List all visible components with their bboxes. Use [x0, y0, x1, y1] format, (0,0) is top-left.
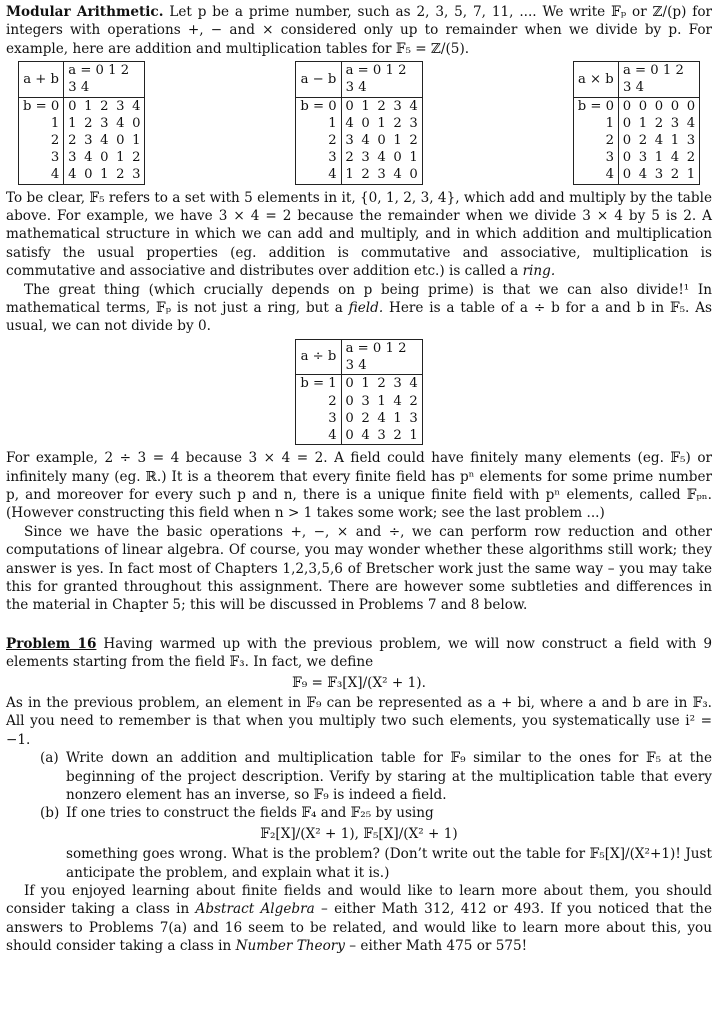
row-label: 2: [573, 132, 618, 149]
table-row: [19, 115, 145, 132]
table-row: [296, 427, 422, 445]
table-cell: 3: [345, 133, 354, 149]
table-cell: 0: [116, 133, 125, 149]
table-cell: 0: [68, 98, 77, 114]
table-cell: 0: [361, 115, 370, 131]
table-cell: 4: [393, 393, 402, 409]
table-corner-label: a − b: [296, 62, 341, 97]
table-cell: 1: [393, 410, 402, 426]
table-cell: 0: [670, 98, 680, 114]
table-cell: 4: [100, 133, 109, 149]
table-row: [296, 375, 422, 393]
table-cell: 2: [377, 98, 386, 114]
closing-text-a: If you enjoyed learning about finite fields and would like to learn more about them, you should consider taking a class in: [6, 883, 712, 918]
table-cell: 0: [345, 393, 354, 409]
part-b-text: If one tries to construct the fields 𝔽₄ and 𝔽₂₅ by using: [66, 805, 434, 822]
table-cell: 3: [638, 150, 648, 166]
table-cell: 0: [84, 167, 93, 183]
row-label: 2: [296, 132, 341, 149]
table-cell: 2: [393, 427, 402, 443]
table-cell: 4: [654, 133, 664, 149]
table-cell: 2: [361, 410, 370, 426]
closing-paragraph: [6, 882, 712, 956]
table-corner-label: a + b: [19, 62, 64, 97]
closing-text-b: – either Math 312, 412 or 493. If you noticed that the answers to Problems 7(a) and 16 seem to be related, and would like to learn more about this, you should consider taking a class in: [6, 901, 712, 955]
table-cell: 0: [622, 133, 632, 149]
table-cell: 2: [132, 150, 141, 166]
table-cell: 4: [409, 376, 418, 392]
table-cell: 1: [68, 115, 77, 131]
table-cell: 3: [670, 115, 680, 131]
table-row: [573, 97, 699, 115]
table-row: [573, 132, 699, 149]
table-row: [19, 149, 145, 166]
paragraph-field-text-b: Here is a table of a ÷ b for a and b in 𝔽₅. As usual, we can not divide by 0.: [6, 300, 713, 335]
row-label: 1: [19, 115, 64, 132]
division-table-wrap: [6, 339, 712, 445]
table-cell: 3: [361, 150, 370, 166]
table-cell: 1: [654, 150, 664, 166]
table-cell: 2: [361, 167, 370, 183]
table-row: [296, 132, 422, 149]
table-cell: 4: [345, 115, 354, 131]
paragraph-linear-algebra: Since we have the basic operations +, −, × and ÷, we can perform row reduction and other computations of linear algebra. Of course, you may wonder whether these algorithms still work; they answer is yes. In fact most of Chapters 1,2,3,5,6 of Bretscher work just the same way – you may take this for granted throughout this assignment. There are however some subtleties and differences in the material in Chapter 5; this will be discussed in Problems 7 and 8 below.: [6, 523, 712, 614]
part-a-label: (a): [40, 750, 59, 767]
row-label: 2: [296, 393, 341, 410]
part-b-label: (b): [40, 805, 60, 822]
table-cell: 4: [116, 115, 125, 131]
table-cell: 1: [409, 150, 418, 166]
table-cell: 3: [132, 167, 141, 183]
row-label: b = 1: [296, 375, 341, 393]
table-cell: 0: [622, 115, 632, 131]
equation-quotients: 𝔽₂[X]/(X² + 1), 𝔽₅[X]/(X² + 1): [260, 825, 458, 842]
table-cell: 2: [393, 115, 402, 131]
table-cell: 0: [393, 150, 402, 166]
table-row: [296, 97, 422, 115]
table-cell: 0: [377, 133, 386, 149]
part-b-continuation: something goes wrong. What is the problem? (Don’t write out the table for 𝔽₅[X]/(X²+1)! Just anticipate the problem, and explain what it is.): [66, 846, 712, 881]
row-label: 4: [19, 166, 64, 184]
table-header-row: a = 0 1 2 3 4: [341, 339, 422, 374]
table-cell: 1: [132, 133, 141, 149]
table-cell: 3: [393, 376, 402, 392]
table-cell: 4: [132, 98, 141, 114]
row-label: b = 0: [573, 97, 618, 115]
intro-paragraph: [6, 3, 712, 58]
table-cell: 1: [361, 98, 370, 114]
table-cell: 1: [345, 167, 354, 183]
table-row: [296, 410, 422, 427]
table-row: [296, 166, 422, 184]
subtraction-table: [295, 61, 422, 184]
table-header-row: a = 0 1 2 3 4: [618, 62, 699, 97]
table-cell: 0: [345, 410, 354, 426]
table-cell: 1: [84, 98, 93, 114]
table-cell: 3: [409, 115, 418, 131]
row-label: 1: [296, 115, 341, 132]
table-cell: 4: [361, 427, 370, 443]
closing-text-c: – either Math 475 or 575!: [349, 938, 528, 955]
table-row: [296, 115, 422, 132]
table-row: [19, 166, 145, 184]
document-page: [6, 0, 712, 956]
table-cell: 2: [654, 115, 664, 131]
table-cell: 1: [670, 133, 680, 149]
row-label: 1: [573, 115, 618, 132]
table-cell: 0: [345, 427, 354, 443]
table-cell: 3: [654, 167, 664, 183]
table-cell: 3: [409, 410, 418, 426]
table-cell: 0: [345, 98, 354, 114]
table-cell: 4: [377, 150, 386, 166]
term-ring: ring.: [522, 263, 556, 280]
row-label: b = 0: [296, 97, 341, 115]
course-abstract-algebra: Abstract Algebra: [195, 901, 315, 918]
table-cell: 3: [84, 133, 93, 149]
problem-representation: As in the previous problem, an element in 𝔽₉ can be represented as a + bi, where a and b are in 𝔽₃. All you need to remember is that when you multiply two such elements, you systematically use i² = −1.: [6, 694, 712, 748]
term-field: field.: [348, 300, 384, 317]
table-cell: 1: [116, 150, 125, 166]
table-cell: 2: [638, 133, 648, 149]
table-cell: 4: [686, 115, 696, 131]
table-cell: 4: [638, 167, 648, 183]
table-cell: 1: [393, 133, 402, 149]
table-cell: 0: [100, 150, 109, 166]
multiplication-table: [573, 61, 700, 184]
table-cell: 1: [409, 427, 418, 443]
table-header-row: a = 0 1 2 3 4: [341, 62, 422, 97]
row-label: 4: [573, 166, 618, 184]
problem-intro: [6, 635, 712, 672]
table-cell: 0: [622, 167, 632, 183]
table-cell: 2: [84, 115, 93, 131]
table-cell: 0: [638, 98, 648, 114]
table-row: [573, 115, 699, 132]
paragraph-finite-fields: For example, 2 ÷ 3 = 4 because 3 × 4 = 2. A field could have finitely many elements (eg. 𝔽₅) or infinitely many (eg. ℝ.) It is a theorem that every finite field has pⁿ elements for some prime number p, and moreover for every such p and n, there is a unique finite field with pⁿ elements, called 𝔽ₚₙ. (However constructing this field when n > 1 takes some work; see the last problem ...): [6, 450, 712, 522]
row-label: 3: [296, 149, 341, 166]
table-row: [296, 149, 422, 166]
table-cell: 4: [84, 150, 93, 166]
table-cell: 3: [393, 98, 402, 114]
table-cell: 3: [377, 427, 386, 443]
table-cell: 4: [393, 167, 402, 183]
row-label: 3: [296, 410, 341, 427]
table-cell: 2: [409, 133, 418, 149]
table-row: [19, 132, 145, 149]
paragraph-ring-text: To be clear, 𝔽₅ refers to a set with 5 elements in it, {0, 1, 2, 3, 4}, which add and multiply by the table above. For example, we have 3 × 4 = 2 because the remainder when we divide 3 × 4 by 5 is 2. A mathematical structure in which we can add and multiply, and in which addition and multiplication satisfy the usual properties (eg. addition is commutative and associative, multiplication is commutative and associative and distributes over addition etc.) is called a: [6, 189, 712, 280]
division-table: [295, 339, 422, 445]
equation-f9: 𝔽₉ = 𝔽₃[X]/(X² + 1).: [292, 674, 426, 691]
table-cell: 2: [686, 150, 696, 166]
table-cell: 2: [100, 98, 109, 114]
problem-title: Problem 16: [6, 635, 97, 652]
table-cell: 3: [116, 98, 125, 114]
table-corner-label: a ÷ b: [296, 339, 341, 374]
table-cell: 4: [409, 98, 418, 114]
row-label: b = 0: [19, 97, 64, 115]
problem-part-a: [40, 749, 712, 804]
intro-text: Let p be a prime number, such as 2, 3, 5, 7, 11, .... We write 𝔽ₚ or ℤ/(p) for integers with operations +, − and × considered only up to remainder when we divide by p. For example, here are addition and multiplication tables for 𝔽₅ = ℤ/(5).: [6, 4, 712, 57]
table-cell: 1: [686, 167, 696, 183]
problem-part-b: [40, 804, 712, 822]
table-cell: 3: [100, 115, 109, 131]
table-cell: 4: [377, 410, 386, 426]
table-cell: 4: [361, 133, 370, 149]
table-cell: 2: [68, 133, 77, 149]
table-row: [573, 149, 699, 166]
paragraph-field-text-a: The great thing (which crucially depends on p being prime) is that we can also divide!¹ In mathematical terms, 𝔽ₚ is not just a ring, but a: [6, 281, 712, 317]
addition-table: [18, 61, 145, 184]
table-cell: 1: [377, 393, 386, 409]
table-row: [573, 166, 699, 184]
row-label: 4: [296, 427, 341, 445]
table-cell: 0: [409, 167, 418, 183]
operation-tables: [18, 61, 700, 184]
table-cell: 0: [622, 98, 632, 114]
table-cell: 0: [654, 98, 664, 114]
paragraph-ring: [6, 189, 712, 281]
table-cell: 4: [670, 150, 680, 166]
table-cell: 0: [345, 376, 354, 392]
table-cell: 0: [686, 98, 696, 114]
table-cell: 3: [68, 150, 77, 166]
table-header-row: a = 0 1 2 3 4: [64, 62, 145, 97]
course-number-theory: Number Theory: [235, 938, 345, 955]
table-cell: 3: [361, 393, 370, 409]
table-cell: 1: [100, 167, 109, 183]
table-row: [19, 97, 145, 115]
row-label: 3: [573, 149, 618, 166]
paragraph-field: [6, 281, 712, 336]
table-cell: 2: [409, 393, 418, 409]
table-cell: 1: [638, 115, 648, 131]
table-cell: 0: [132, 115, 141, 131]
table-corner-label: a × b: [573, 62, 618, 97]
section-title: Modular Arithmetic.: [6, 4, 164, 20]
part-a-text: Write down an addition and multiplication table for 𝔽₉ similar to the ones for 𝔽₅ at the beginning of the project description. Verify by staring at the multiplication table that every nonzero element has an inverse, so 𝔽₉ is indeed a field.: [66, 750, 712, 804]
table-cell: 2: [670, 167, 680, 183]
table-cell: 1: [361, 376, 370, 392]
table-cell: 0: [622, 150, 632, 166]
table-row: [296, 393, 422, 410]
table-cell: 2: [116, 167, 125, 183]
table-cell: 2: [345, 150, 354, 166]
row-label: 2: [19, 132, 64, 149]
table-cell: 4: [68, 167, 77, 183]
table-cell: 3: [686, 133, 696, 149]
problem-intro-text: Having warmed up with the previous problem, we will now construct a field with 9 elements starting from the field 𝔽₃. In fact, we define: [6, 635, 712, 671]
table-cell: 3: [377, 167, 386, 183]
table-cell: 2: [377, 376, 386, 392]
row-label: 4: [296, 166, 341, 184]
table-cell: 1: [377, 115, 386, 131]
row-label: 3: [19, 149, 64, 166]
